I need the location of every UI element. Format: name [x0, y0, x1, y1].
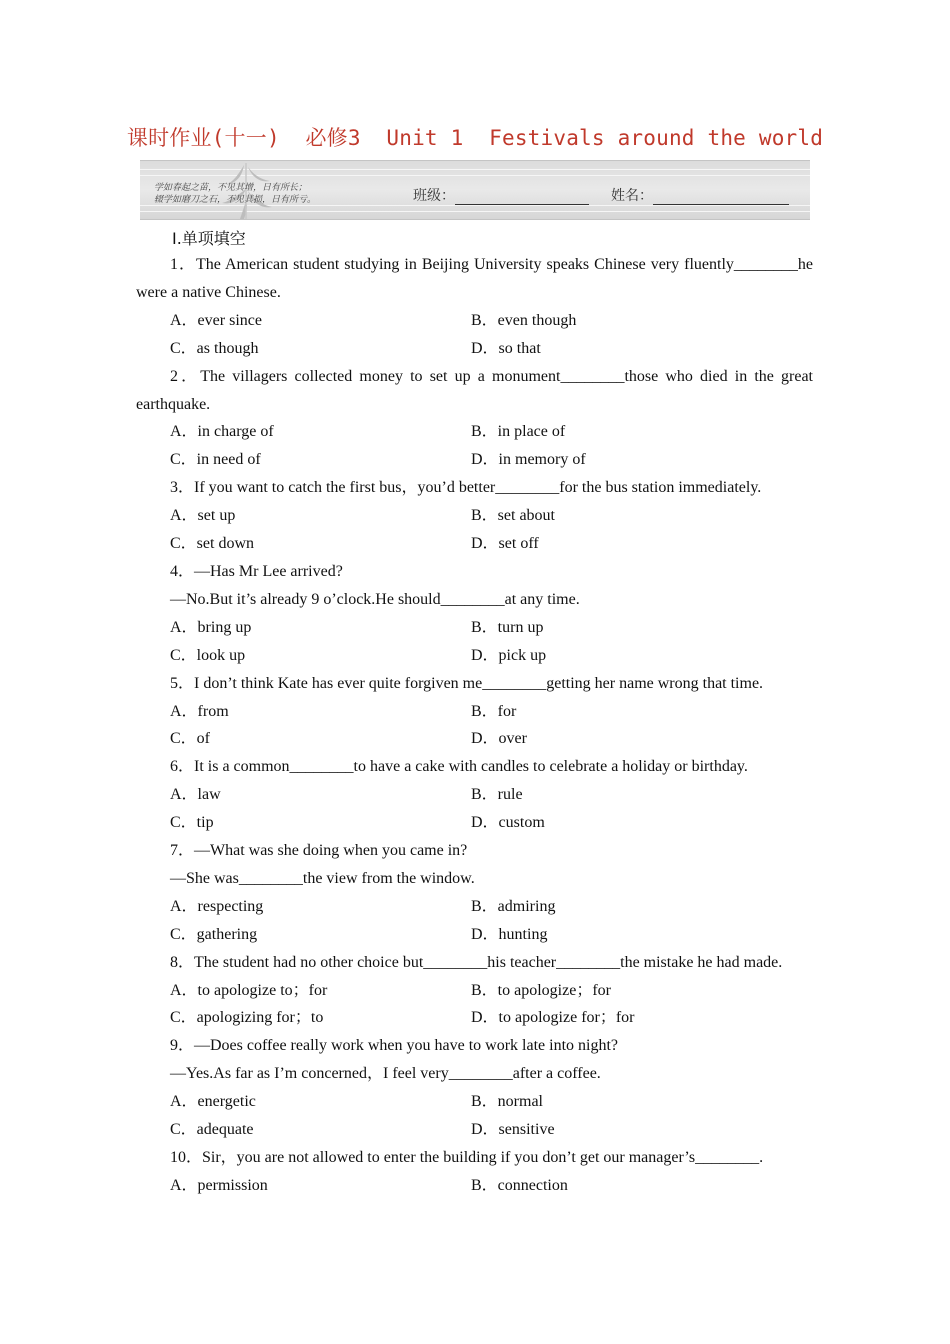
option: A．ever since: [170, 311, 262, 329]
options-row: [136, 1004, 813, 1032]
option: B．connection: [471, 1176, 568, 1194]
motto-line-2: 辍学如磨刀之石，不见其损，日有所亏。: [154, 195, 317, 205]
option: C．in need of: [170, 451, 261, 469]
header-banner: [140, 160, 810, 220]
option: D．sensitive: [471, 1121, 555, 1139]
question-stem-reply: —She was________the view from the window.: [170, 869, 475, 887]
motto: [154, 182, 316, 206]
options-row: [136, 335, 813, 363]
option: A．from: [170, 702, 229, 720]
question-stem: 3．If you want to catch the first bus，you’d better________for the bus station immediately.: [170, 479, 762, 497]
option: B．admiring: [471, 897, 556, 915]
class-input-line: [455, 190, 589, 205]
options-row: [136, 446, 813, 474]
name-field: [611, 185, 789, 205]
option: A．bring up: [170, 618, 252, 636]
option: C．look up: [170, 646, 246, 664]
options-row: [136, 698, 813, 726]
option: A．permission: [170, 1176, 268, 1194]
option: D．to apologize for；for: [471, 1009, 635, 1027]
page-title: 课时作业(十一) 必修3 Unit 1 Festivals around the world: [126, 126, 824, 150]
question-list: [136, 251, 813, 1200]
question-stem: 7．—What was she doing when you came in?: [170, 842, 468, 860]
option: A．law: [170, 786, 221, 804]
options-row: [136, 614, 813, 642]
option: D．pick up: [471, 646, 547, 664]
options-row: [136, 1116, 813, 1144]
option: B．set about: [471, 507, 555, 525]
option: B．turn up: [471, 618, 544, 636]
option: C．adequate: [170, 1121, 254, 1139]
options-row: [136, 725, 813, 753]
option: D．hunting: [471, 925, 548, 943]
name-label: 姓名：: [611, 188, 653, 204]
question-stem: 9．—Does coffee really work when you have to work late into night?: [170, 1037, 619, 1055]
option: C．tip: [170, 814, 214, 832]
option: B．in place of: [471, 423, 566, 441]
option: C．gathering: [170, 925, 258, 943]
options-row: [136, 530, 813, 558]
options-row: [136, 1088, 813, 1116]
options-row: [136, 781, 813, 809]
option: B．even though: [471, 311, 577, 329]
option: A．to apologize to；for: [170, 981, 328, 999]
question-stem: 10．Sir，you are not allowed to enter the building if you don’t get our manager’s________.: [170, 1149, 764, 1166]
options-row: [136, 418, 813, 446]
option: A．energetic: [170, 1093, 256, 1111]
option: D．over: [471, 730, 527, 748]
options-row: [136, 893, 813, 921]
option: D．so that: [471, 339, 541, 357]
options-row: [136, 977, 813, 1005]
option: B．normal: [471, 1093, 543, 1111]
question-stem: 4．—Has Mr Lee arrived?: [170, 562, 343, 580]
option: D．custom: [471, 814, 545, 832]
motto-line-1: 学如春起之苗，不见其增，日有所长；: [154, 183, 308, 193]
option: B．rule: [471, 786, 523, 804]
class-field: [413, 185, 589, 205]
options-row: [136, 642, 813, 670]
option: B．for: [471, 702, 517, 720]
options-row: [136, 1172, 813, 1200]
option: C．as though: [170, 339, 259, 357]
question-stem: 2．The villagers collected money to set up a monument________those who died in the great earthquake.: [136, 367, 813, 413]
question-stem: 8．The student had no other choice but________his teacher________the mistake he had made.: [170, 953, 783, 971]
option: D．in memory of: [471, 451, 586, 469]
question-stem-reply: —No.But it’s already 9 o’clock.He should________at any time.: [170, 590, 580, 608]
options-row: [136, 307, 813, 335]
name-input-line: [653, 190, 789, 205]
option: D．set off: [471, 535, 539, 553]
option: C．set down: [170, 535, 255, 553]
option: B．to apologize；for: [471, 981, 611, 999]
option: A．set up: [170, 507, 236, 525]
option: C．of: [170, 730, 211, 748]
question-stem: 6．It is a common________to have a cake with candles to celebrate a holiday or birthday.: [170, 758, 748, 776]
option: A．respecting: [170, 897, 264, 915]
options-row: [136, 502, 813, 530]
question-stem: 1．The American student studying in Beijing University speaks Chinese very fluently________he were a native Chinese.: [136, 256, 813, 301]
question-stem-reply: —Yes.As far as I’m concerned，I feel very________after a coffee.: [170, 1065, 601, 1083]
option: A．in charge of: [170, 423, 274, 441]
question-stem: 5．I don’t think Kate has ever quite forgiven me________getting her name wrong that time.: [170, 674, 764, 692]
option: C．apologizing for；to: [170, 1009, 324, 1027]
section-title: Ⅰ.单项填空: [172, 229, 246, 248]
class-label: 班级：: [413, 188, 455, 204]
options-row: [136, 921, 813, 949]
options-row: [136, 809, 813, 837]
